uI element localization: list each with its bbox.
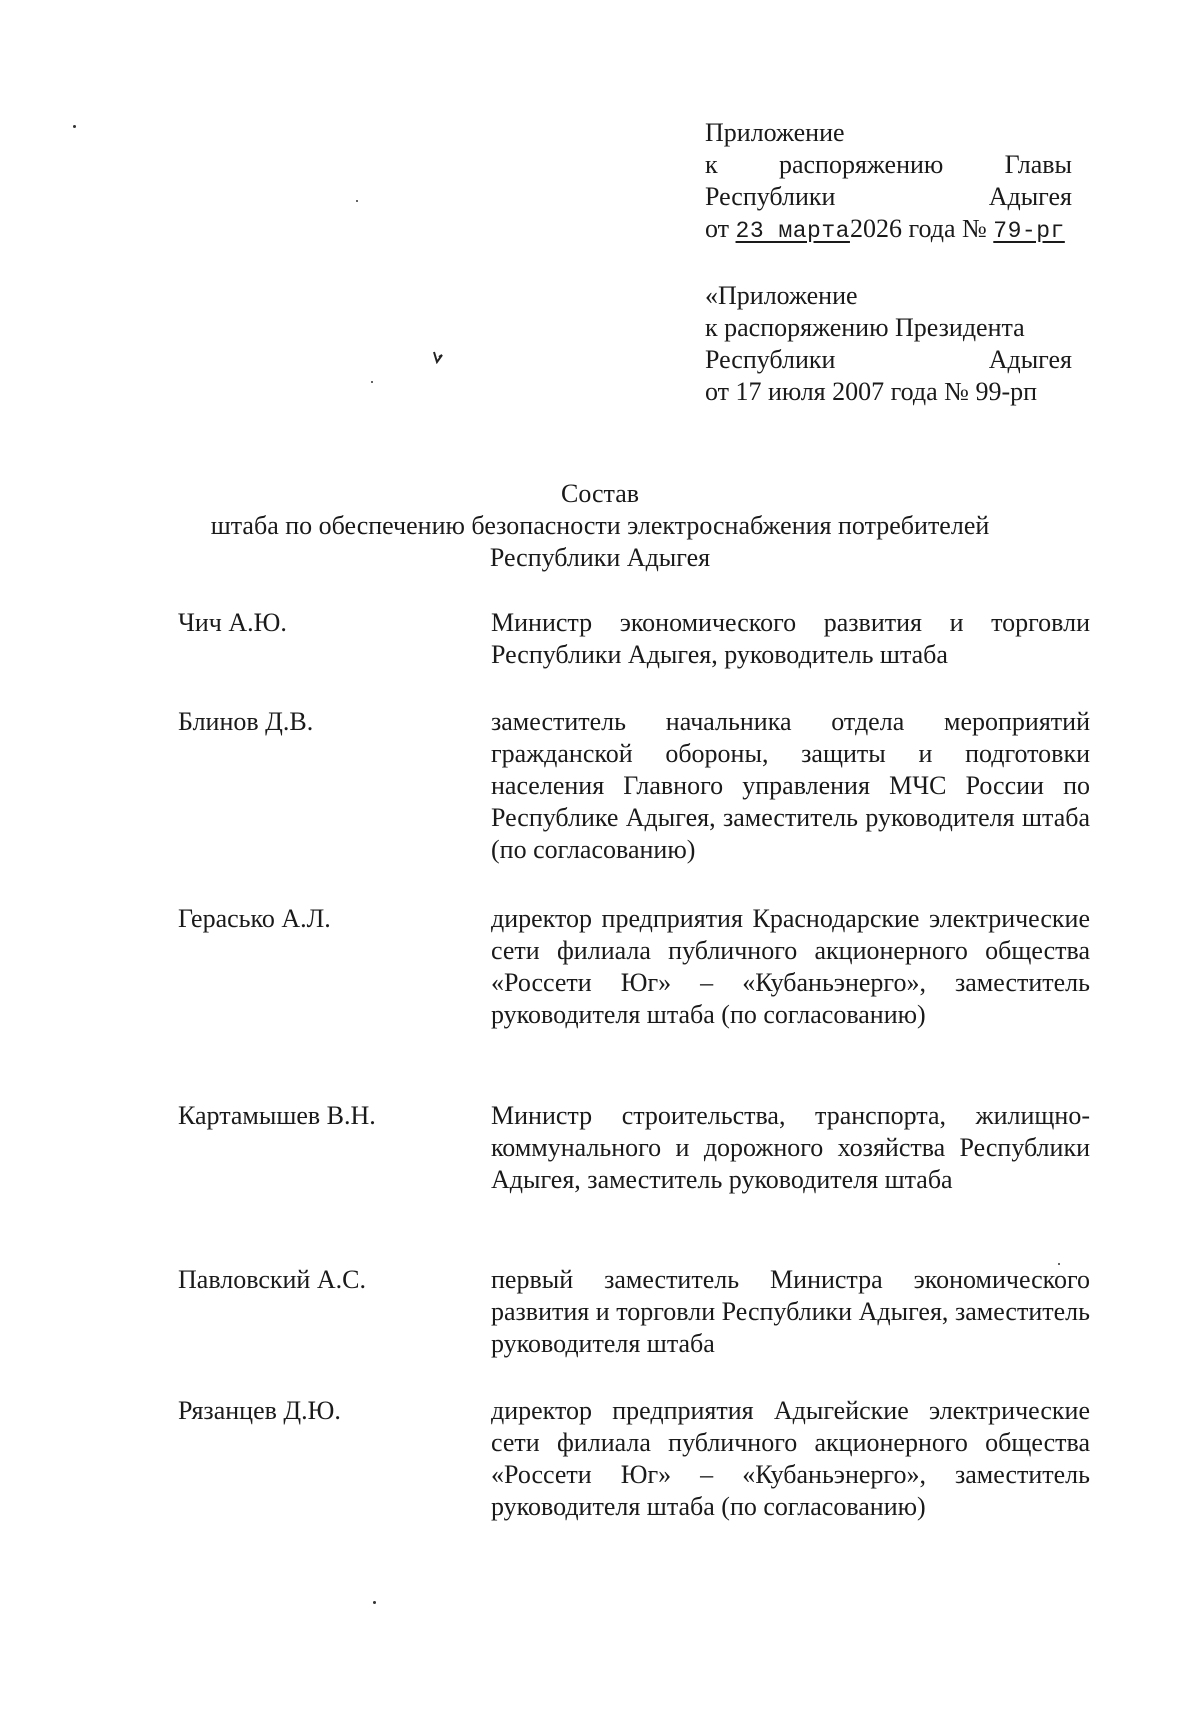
appendix-republic-line: Республики Адыгея [705, 182, 1072, 211]
pen-mark-icon [432, 350, 444, 364]
member-name: Герасько А.Л. [178, 904, 331, 933]
title-line-1: Состав [560, 479, 640, 508]
appendix-to-order-line: к распоряжению Главы [705, 150, 1073, 179]
scan-speck [373, 1601, 376, 1604]
scan-speck [356, 200, 358, 202]
title-line-2: штаба по обеспечению безопасности электроснабжения потребителей [210, 511, 990, 540]
scan-speck [73, 125, 76, 128]
member-role: Министр экономического развития и торговли Республики Адыгея, руководитель штаба [491, 608, 1090, 669]
scan-speck [1058, 1263, 1060, 1265]
original-republic-line: Республики Адыгея [705, 345, 1072, 374]
member-name: Чич А.Ю. [178, 608, 287, 637]
member-role: заместитель начальника отдела мероприятий гражданской обороны, защиты и подготовки населения Главного управления МЧС России по Республике Адыгея, заместитель руководителя штаба (по согласованию) [491, 707, 1090, 864]
original-order-line: к распоряжению Президента [705, 313, 1025, 342]
member-name: Павловский А.С. [178, 1265, 366, 1294]
appendix-header-current [705, 117, 1072, 245]
member-role: Министр строительства, транспорта, жилищно-коммунального и дорожного хозяйства Республики Адыгея, заместитель руководителя штаба [491, 1101, 1090, 1194]
appendix-label: Приложение [705, 118, 845, 147]
member-role: директор предприятия Адыгейские электрические сети филиала публичного акционерного общества «Россети Юг» – «Кубаньэнерго», заместитель руководителя штаба (по согласованию) [491, 1396, 1090, 1521]
member-role: первый заместитель Министра экономического развития и торговли Республики Адыгея, заместитель руководителя штаба [491, 1265, 1090, 1358]
order-number-fill: 79-рг [993, 218, 1065, 244]
appendix-date-line: от 23 марта2026 года № 79-рг [705, 214, 1065, 244]
scan-speck [371, 381, 373, 383]
member-name: Блинов Д.В. [178, 707, 314, 736]
member-name: Рязанцев Д.Ю. [178, 1396, 341, 1425]
document-title [150, 478, 1050, 574]
member-role: директор предприятия Краснодарские электрические сети филиала публичного акционерного общества «Россети Юг» – «Кубаньэнерго», заместитель руководителя штаба (по согласованию) [491, 904, 1090, 1029]
member-name: Картамышев В.Н. [178, 1101, 376, 1130]
order-date-fill: 23 марта [735, 218, 850, 244]
original-date-line: от 17 июля 2007 года № 99-рп [705, 377, 1038, 406]
original-appendix-label: «Приложение [705, 281, 858, 310]
title-line-3: Республики Адыгея [489, 543, 711, 572]
appendix-header-original [705, 280, 1072, 408]
